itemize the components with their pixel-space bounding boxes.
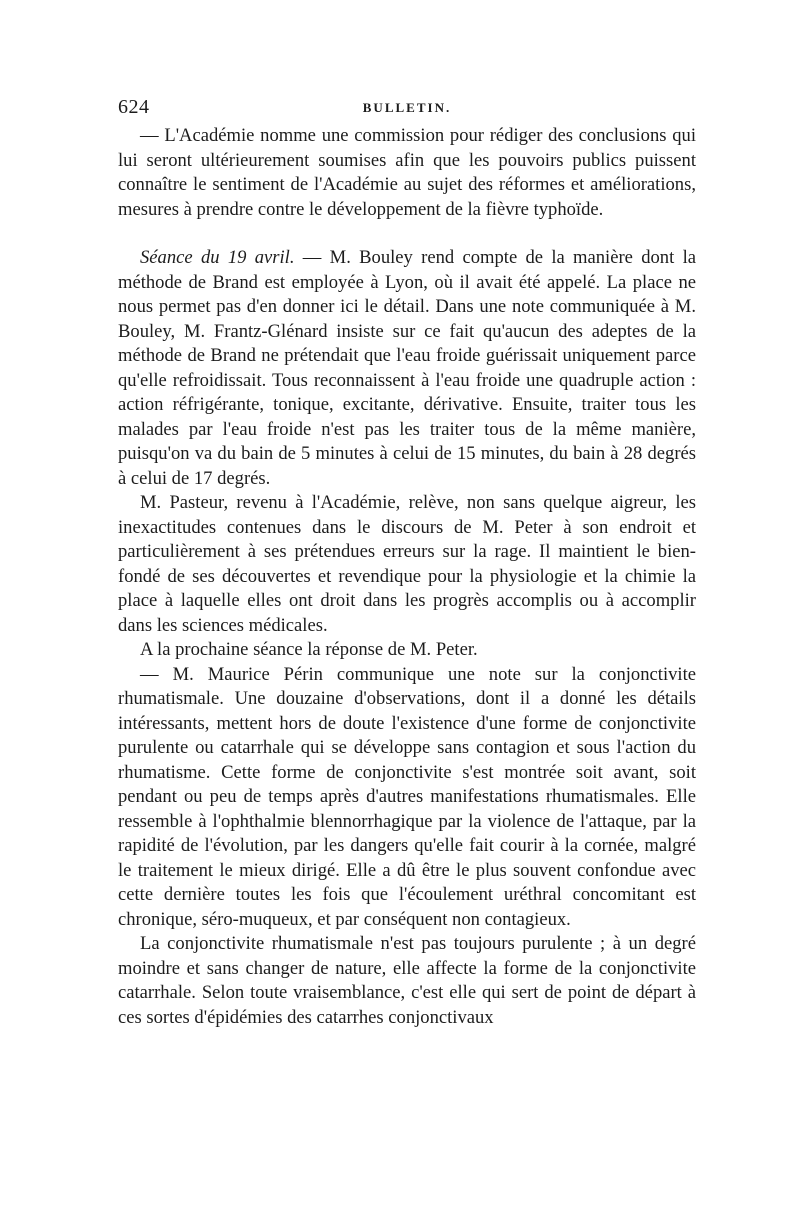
paragraph-pasteur	[118, 491, 696, 638]
document-page	[118, 96, 696, 1030]
running-title: BULLETIN.	[362, 100, 452, 115]
paragraph-commission	[118, 124, 696, 222]
paragraph-text: M. Pasteur, revenu à l'Académie, relève, non sans quelque aigreur, les inexactitudes contenues dans le discours de M. Peter à son endroit et particulièrement à ses prétendues erreurs sur la rage. Il maintient le bien-fondé de ses découvertes et revendique pour la physiologie et la chimie la place à laquelle elles ont droit dans les progrès accomplis ou à accomplir dans les sciences médicales.	[118, 492, 696, 636]
paragraph-conjonctivite	[118, 932, 696, 1030]
body-text	[118, 124, 696, 1030]
paragraph-text: — M. Bouley rend compte de la manière dont la méthode de Brand est employée à Lyon, où il avait été appelé. La place ne nous permet pas d'en donner ici le détail. Dans une note communiquée à M. Bouley, M. Frantz-Glénard insiste sur ce fait qu'aucun des adeptes de la méthode de Brand ne prétendait que l'eau froide guérissait uniquement parce qu'elle refroidissait. Tous reconnaissent à l'eau froide une quadruple action : action réfrigérante, tonique, excitante, dérivative. Ensuite, traiter tous les malades par l'eau froide n'est pas les traiter tous de la même manière, puisqu'on va du bain de 5 minutes à celui de 15 minutes, du bain à 28 degrés à celui de 17 degrés.	[118, 247, 696, 489]
paragraph-text: La conjonctivite rhumatismale n'est pas toujours purulente ; à un degré moindre et sans changer de nature, elle affecte la forme de la conjonctivite catarrhale. Selon toute vraisemblance, c'est elle qui sert de point de départ à ces sortes d'épidémies des catarrhes conjonctivaux	[118, 933, 696, 1028]
page-number: 624	[118, 96, 150, 118]
paragraph-seance	[118, 246, 696, 491]
paragraph-prochaine-seance	[118, 638, 696, 663]
paragraph-text: A la prochaine séance la réponse de M. Peter.	[140, 639, 478, 660]
page-header	[118, 96, 696, 124]
paragraph-perin	[118, 663, 696, 933]
paragraph-text: — L'Académie nomme une commission pour rédiger des conclusions qui lui seront ultérieurement soumises afin que les pouvoirs publics puissent connaître le sentiment de l'Académie au sujet des réformes et améliorations, mesures à prendre contre le développement de la fièvre typhoïde.	[118, 125, 696, 220]
session-date-label: Séance du 19 avril.	[140, 247, 295, 268]
paragraph-text: — M. Maurice Périn communique une note sur la conjonctivite rhumatismale. Une douzaine d'observations, dont il a donné les détails intéressants, mettent hors de doute l'existence d'une forme de conjonctivite purulente ou catarrhale qui se développe sans contagion et sous l'action du rhumatisme. Cette forme de conjonctivite s'est montrée soit avant, soit pendant ou peu de temps après d'autres manifestations rhumatismales. Elle ressemble à l'ophthalmie blennorrhagique par la violence de l'attaque, par la rapidité de l'évolution, par les dangers qu'elle fait courir à la cornée, malgré le traitement le mieux dirigé. Elle a dû être le plus souvent confondue avec cette dernière toutes les fois que l'écoulement uréthral concomitant est chronique, séro-muqueux, et par conséquent non contagieux.	[118, 663, 696, 930]
